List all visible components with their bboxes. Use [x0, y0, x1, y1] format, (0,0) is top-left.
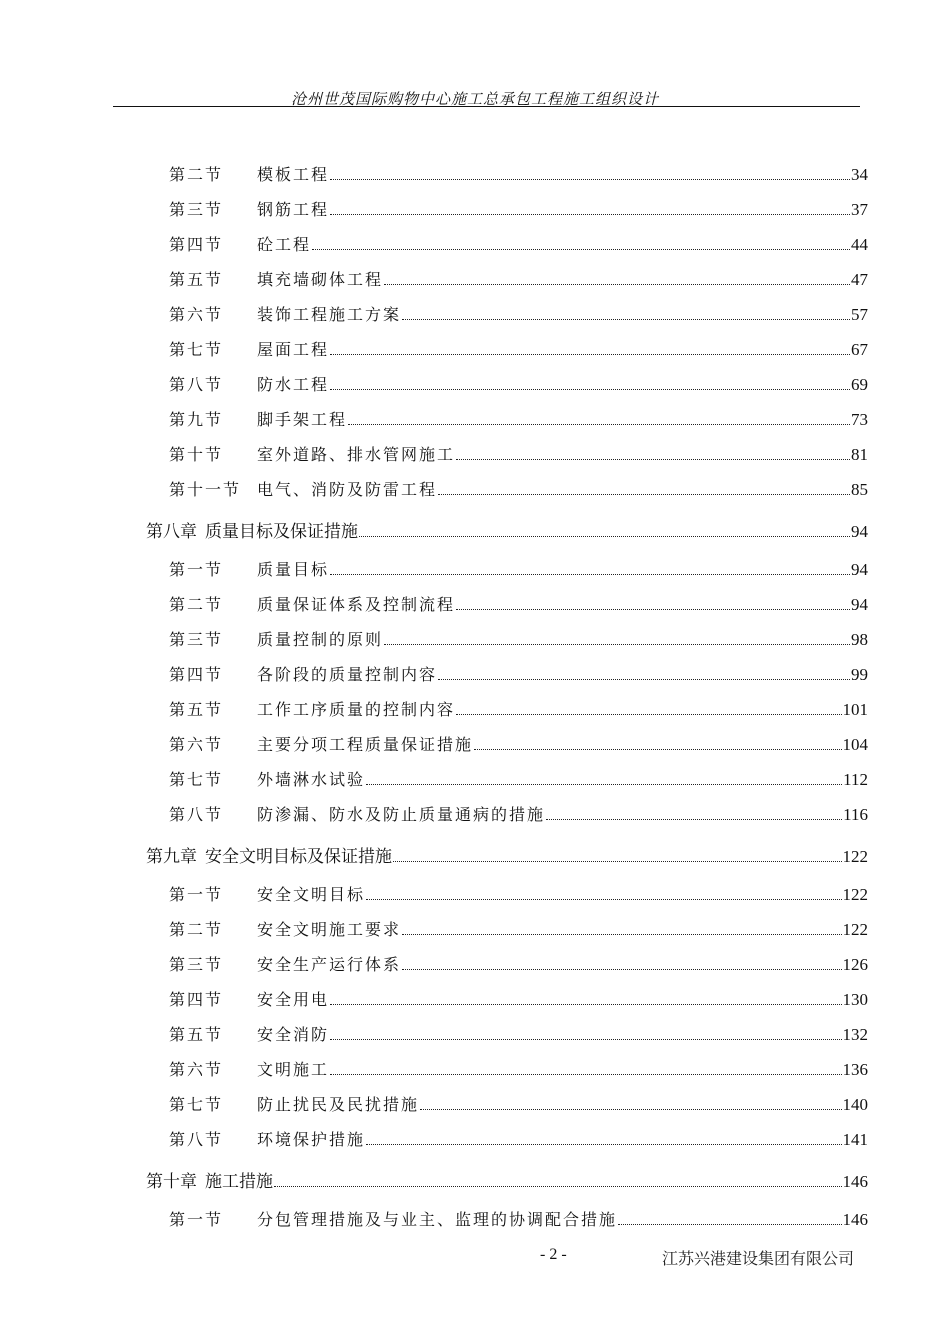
- dot-leader: [546, 819, 842, 820]
- toc-entry-number: 第十章: [146, 1172, 197, 1192]
- toc-entry-number: 第十节: [169, 445, 224, 464]
- document-title: 沧州世茂国际购物中心施工总承包工程施工组织设计: [290, 90, 659, 108]
- toc-entry-page: 112: [843, 770, 868, 789]
- toc-section-entry[interactable]: [169, 302, 868, 325]
- toc-section-entry[interactable]: [169, 767, 868, 790]
- toc-entry-title: 电气、消防及防雷工程: [257, 480, 438, 499]
- toc-section-entry[interactable]: [169, 267, 868, 290]
- dot-leader: [366, 784, 842, 785]
- toc-entry-title: 安全文明目标及保证措施: [205, 847, 392, 867]
- toc-entry-title: 防止扰民及民扰措施: [257, 1095, 420, 1114]
- toc-section-entry[interactable]: [169, 592, 868, 615]
- toc-entry-title: 文明施工: [257, 1060, 330, 1079]
- page-number: - 2 -: [540, 1246, 567, 1263]
- toc-entry-title: 室外道路、排水管网施工: [257, 445, 456, 464]
- toc-entry-title: 质量保证体系及控制流程: [257, 595, 456, 614]
- toc-entry-title: 防渗漏、防水及防止质量通病的措施: [257, 805, 546, 824]
- toc-entry-page: 126: [842, 955, 868, 974]
- header-divider: [113, 106, 860, 107]
- toc-entry-title: 质量目标: [257, 560, 330, 579]
- toc-section-entry[interactable]: [169, 337, 868, 360]
- dot-leader: [456, 714, 841, 715]
- toc-entry-number: 第七节: [169, 770, 224, 789]
- toc-entry-title: 安全文明目标: [257, 885, 366, 904]
- toc-entry-title: 安全消防: [257, 1025, 330, 1044]
- dot-leader: [330, 389, 850, 390]
- dot-leader: [384, 284, 850, 285]
- toc-entry-page: 67: [851, 340, 868, 359]
- toc-entry-title: 脚手架工程: [257, 410, 348, 429]
- toc-entry-number: 第二节: [169, 165, 224, 184]
- toc-entry-number: 第九节: [169, 410, 224, 429]
- dot-leader: [420, 1109, 841, 1110]
- toc-entry-title: 质量目标及保证措施: [205, 522, 358, 542]
- toc-entry-page: 44: [851, 235, 868, 254]
- toc-section-entry[interactable]: [169, 1092, 868, 1115]
- toc-entry-number: 第六节: [169, 1060, 224, 1079]
- toc-entry-title: 防水工程: [257, 375, 330, 394]
- toc-entry-page: 132: [842, 1025, 868, 1044]
- dot-leader: [366, 1144, 841, 1145]
- toc-entry-title: 钢筋工程: [257, 200, 330, 219]
- toc-entry-title: 安全生产运行体系: [257, 955, 402, 974]
- toc-section-entry[interactable]: [169, 1127, 868, 1150]
- toc-entry-number: 第六节: [169, 735, 224, 754]
- toc-entry-title: 分包管理措施及与业主、监理的协调配合措施: [257, 1210, 618, 1229]
- toc-entry-page: 57: [851, 305, 868, 324]
- toc-entry-page: 94: [851, 595, 868, 614]
- toc-entry-number: 第七节: [169, 1095, 224, 1114]
- toc-section-entry[interactable]: [169, 1022, 868, 1045]
- toc-section-entry[interactable]: [169, 372, 868, 395]
- toc-entry-title: 砼工程: [257, 235, 312, 254]
- toc-entry-number: 第十一节: [169, 480, 242, 499]
- dot-leader: [359, 536, 850, 537]
- toc-entry-number: 第六节: [169, 305, 224, 324]
- toc-entry-number: 第一节: [169, 560, 224, 579]
- toc-section-entry[interactable]: [169, 627, 868, 650]
- toc-entry-title: 环境保护措施: [257, 1130, 366, 1149]
- dot-leader: [402, 319, 850, 320]
- toc-entry-page: 81: [851, 445, 868, 464]
- toc-entry-number: 第四节: [169, 990, 224, 1009]
- toc-section-entry[interactable]: [169, 732, 868, 755]
- toc-entry-number: 第五节: [169, 1025, 224, 1044]
- toc-section-entry[interactable]: [169, 882, 868, 905]
- toc-section-entry[interactable]: [169, 662, 868, 685]
- toc-entry-page: 37: [851, 200, 868, 219]
- dot-leader: [393, 861, 842, 862]
- toc-section-entry[interactable]: [169, 407, 868, 430]
- toc-section-entry[interactable]: [169, 557, 868, 580]
- toc-entry-title: 装饰工程施工方案: [257, 305, 402, 324]
- toc-entry-number: 第八节: [169, 805, 224, 824]
- toc-entry-page: 101: [842, 700, 868, 719]
- toc-entry-page: 146: [842, 1210, 868, 1229]
- dot-leader: [330, 1004, 841, 1005]
- toc-chapter-entry[interactable]: [146, 517, 868, 542]
- toc-entry-page: 136: [842, 1060, 868, 1079]
- toc-section-entry[interactable]: [169, 697, 868, 720]
- toc-entry-title: 模板工程: [257, 165, 330, 184]
- toc-entry-number: 第一节: [169, 1210, 224, 1229]
- toc-chapter-entry[interactable]: [146, 842, 868, 867]
- toc-entry-page: 130: [842, 990, 868, 1009]
- toc-entry-page: 104: [842, 735, 868, 754]
- toc-entry-title: 外墙淋水试验: [257, 770, 366, 789]
- dot-leader: [402, 969, 841, 970]
- toc-entry-number: 第八节: [169, 1130, 224, 1149]
- toc-entry-number: 第五节: [169, 270, 224, 289]
- toc-entry-page: 122: [842, 885, 868, 904]
- toc-entry-page: 34: [851, 165, 868, 184]
- toc-entry-number: 第二节: [169, 920, 224, 939]
- toc-entry-page: 99: [851, 665, 868, 684]
- dot-leader: [456, 609, 850, 610]
- toc-entry-number: 第八章: [146, 522, 197, 542]
- dot-leader: [438, 494, 850, 495]
- toc-entry-page: 69: [851, 375, 868, 394]
- dot-leader: [274, 1186, 842, 1187]
- toc-entry-title: 主要分项工程质量保证措施: [257, 735, 474, 754]
- dot-leader: [348, 424, 850, 425]
- toc-section-entry[interactable]: [169, 802, 868, 825]
- toc-entry-title: 填充墙砌体工程: [257, 270, 384, 289]
- toc-entry-number: 第九章: [146, 847, 197, 867]
- toc-entry-number: 第三节: [169, 630, 224, 649]
- toc-entry-page: 122: [842, 920, 868, 939]
- dot-leader: [330, 214, 850, 215]
- toc-entry-number: 第五节: [169, 700, 224, 719]
- toc-section-entry[interactable]: [169, 162, 868, 185]
- dot-leader: [330, 1074, 841, 1075]
- dot-leader: [402, 934, 841, 935]
- dot-leader: [330, 179, 850, 180]
- toc-entry-page: 122: [842, 847, 868, 866]
- toc-entry-title: 屋面工程: [257, 340, 330, 359]
- toc-entry-title: 施工措施: [205, 1172, 273, 1192]
- toc-section-entry[interactable]: [169, 1207, 868, 1230]
- toc-entry-title: 各阶段的质量控制内容: [257, 665, 438, 684]
- dot-leader: [456, 459, 850, 460]
- dot-leader: [618, 1224, 841, 1225]
- toc-entry-number: 第三节: [169, 955, 224, 974]
- dot-leader: [438, 679, 850, 680]
- toc-entry-number: 第二节: [169, 595, 224, 614]
- dot-leader: [330, 574, 850, 575]
- dot-leader: [312, 249, 850, 250]
- toc-entry-page: 85: [851, 480, 868, 499]
- toc-entry-number: 第八节: [169, 375, 224, 394]
- dot-leader: [366, 899, 841, 900]
- company-name: 江苏兴港建设集团有限公司: [662, 1249, 855, 1268]
- toc-entry-page: 146: [842, 1172, 868, 1191]
- toc-entry-page: 94: [851, 560, 868, 579]
- toc-entry-page: 141: [842, 1130, 868, 1149]
- toc-section-entry[interactable]: [169, 477, 868, 500]
- toc-chapter-entry[interactable]: [146, 1167, 868, 1192]
- toc-entry-number: 第七节: [169, 340, 224, 359]
- toc-section-entry[interactable]: [169, 442, 868, 465]
- toc-entry-number: 第三节: [169, 200, 224, 219]
- toc-entry-title: 工作工序质量的控制内容: [257, 700, 456, 719]
- dot-leader: [330, 1039, 841, 1040]
- toc-section-entry[interactable]: [169, 232, 868, 255]
- toc-entry-page: 47: [851, 270, 868, 289]
- toc-entry-page: 94: [851, 522, 868, 541]
- toc-entry-number: 第一节: [169, 885, 224, 904]
- toc-entry-title: 质量控制的原则: [257, 630, 384, 649]
- toc-section-entry[interactable]: [169, 952, 868, 975]
- toc-entry-title: 安全文明施工要求: [257, 920, 402, 939]
- toc-section-entry[interactable]: [169, 987, 868, 1010]
- toc-entry-title: 安全用电: [257, 990, 330, 1009]
- toc-entry-number: 第四节: [169, 235, 224, 254]
- toc-entry-page: 140: [842, 1095, 868, 1114]
- toc-entry-page: 98: [851, 630, 868, 649]
- toc-entry-page: 73: [851, 410, 868, 429]
- dot-leader: [330, 354, 850, 355]
- toc-section-entry[interactable]: [169, 197, 868, 220]
- dot-leader: [384, 644, 850, 645]
- toc-section-entry[interactable]: [169, 917, 868, 940]
- toc-section-entry[interactable]: [169, 1057, 868, 1080]
- toc-entry-page: 116: [843, 805, 868, 824]
- dot-leader: [474, 749, 841, 750]
- toc-entry-number: 第四节: [169, 665, 224, 684]
